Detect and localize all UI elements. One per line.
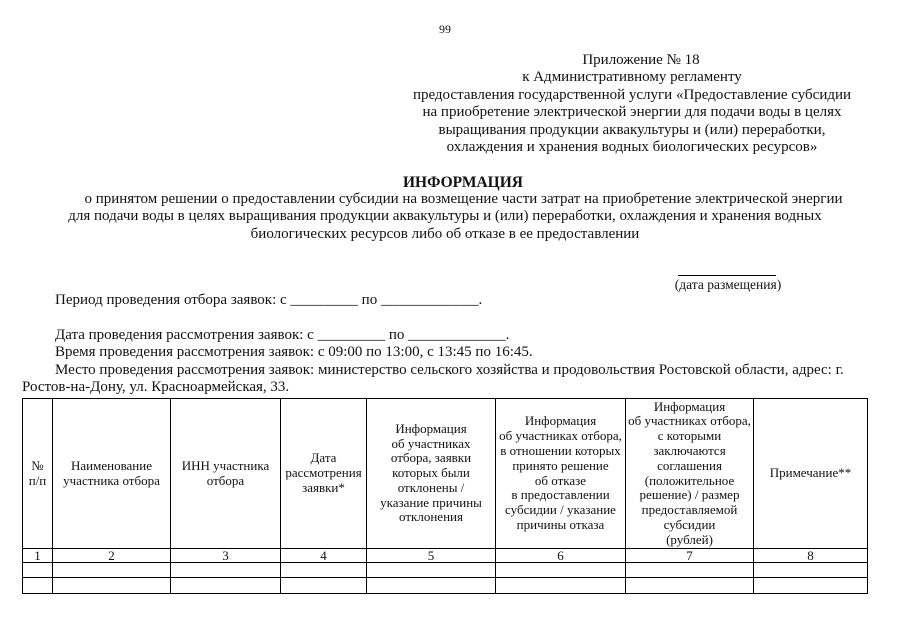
table-cell [626, 563, 754, 578]
table-cell [367, 578, 496, 594]
column-number-cell: 3 [171, 549, 281, 563]
header-line: в предоставлении [511, 487, 610, 503]
column-number-cell: 6 [496, 549, 626, 563]
appendix-header [400, 52, 864, 156]
header-line: субсидии [663, 516, 716, 532]
subtitle-line: для подачи воды в целях выращивания продукции аквакультуры и (или) переработки, охлаждения и хранения водных [68, 208, 822, 224]
header-line: субсидии / указание [505, 502, 616, 518]
header-line: (положительное [644, 472, 735, 488]
selection-period-field: Период проведения отбора заявок: с _________ по _____________. [55, 292, 483, 308]
table-row [23, 563, 868, 578]
date-placement-blank-line [678, 275, 776, 276]
table-cell [23, 563, 53, 578]
header-line: которых были [392, 465, 470, 481]
table-cell [281, 563, 367, 578]
header-line: Наименование [71, 457, 152, 473]
header-cell-review-date [281, 399, 367, 549]
header-line: отбора [206, 472, 245, 488]
review-time-field: Время проведения рассмотрения заявок: с 09:00 по 13:00, с 13:45 по 16:45. [55, 344, 533, 360]
selection-results-table [22, 398, 868, 594]
header-line: об участниках отбора, [628, 413, 751, 429]
table-cell [626, 578, 754, 594]
table-cell [496, 563, 626, 578]
table-cell [171, 563, 281, 578]
header-line: в отношении которых [500, 442, 621, 458]
table-cell [496, 578, 626, 594]
header-line: Примечание** [769, 465, 852, 481]
header-line: отбора, заявки [390, 450, 472, 466]
appendix-line: выращивания продукции аквакультуры и (или) переработки, [438, 121, 826, 138]
column-number-cell: 5 [367, 549, 496, 563]
header-cell-rejected-applications [367, 399, 496, 549]
header-line: (рублей) [666, 531, 713, 547]
table-cell [53, 578, 171, 594]
header-line: Информация [524, 413, 597, 429]
review-place-field-continuation: Ростов-на-Дону, ул. Красноармейская, 33. [22, 379, 290, 395]
header-line: ИНН участника [181, 457, 270, 473]
table-cell [23, 578, 53, 594]
page-number: 99 [439, 22, 451, 36]
header-line: об участниках отбора, [499, 428, 622, 444]
table-header-row [23, 399, 868, 549]
column-number-cell: 1 [23, 549, 53, 563]
appendix-line: охлаждения и хранения водных биологических ресурсов» [446, 139, 818, 156]
table-row [23, 578, 868, 594]
header-cell-number [23, 399, 53, 549]
column-number-cell: 7 [626, 549, 754, 563]
column-number-cell: 8 [754, 549, 868, 563]
appendix-line: предоставления государственной услуги «Предоставление субсидии [412, 86, 852, 103]
table-cell [367, 563, 496, 578]
column-number-cell: 2 [53, 549, 171, 563]
table-cell [754, 578, 868, 594]
header-line: об отказе [534, 472, 587, 488]
header-cell-participant-name [53, 399, 171, 549]
table-cell [53, 563, 171, 578]
header-line: об участниках [391, 435, 471, 451]
header-line: участника отбора [63, 472, 160, 488]
header-line: Информация [395, 420, 467, 436]
header-line: отклонения [399, 509, 463, 525]
header-line: принято решение [512, 457, 609, 473]
header-cell-agreements [626, 399, 754, 549]
header-line: Информация [653, 398, 726, 414]
document-title: ИНФОРМАЦИЯ [403, 174, 523, 191]
appendix-line: Приложение № 18 [582, 52, 700, 68]
header-line: рассмотрения [285, 465, 362, 481]
header-line: заявки* [302, 479, 345, 495]
header-cell-note [754, 399, 868, 549]
table-cell [171, 578, 281, 594]
header-line: указание причины [380, 494, 482, 510]
review-date-field: Дата проведения рассмотрения заявок: с _________ по _____________. [55, 327, 510, 343]
column-number-cell: 4 [281, 549, 367, 563]
header-line: причины отказа [516, 516, 605, 532]
header-cell-refused-subsidy [496, 399, 626, 549]
subtitle-line: биологических ресурсов либо об отказе в ее предоставлении [250, 226, 640, 242]
table-cell [281, 578, 367, 594]
header-line: отклонены / [397, 479, 465, 495]
appendix-line: к Административному регламенту [522, 69, 742, 86]
header-line: № [31, 457, 44, 473]
header-line: заключаются [653, 442, 726, 458]
header-line: решение) / размер [639, 487, 740, 503]
table-cell [754, 563, 868, 578]
subtitle-line: о принятом решении о предоставлении субсидии на возмещение части затрат на приобретение электрической энергии [84, 191, 843, 207]
header-line: п/п [28, 472, 47, 488]
column-number-row [23, 549, 868, 563]
header-line: Дата [310, 450, 337, 466]
header-line: соглашения [657, 457, 722, 473]
header-cell-inn [171, 399, 281, 549]
header-line: с которыми [657, 428, 722, 444]
date-placement-label: (дата размещения) [674, 277, 782, 292]
review-place-field: Место проведения рассмотрения заявок: министерство сельского хозяйства и продовольствия Ростовской области, адрес: г. [55, 362, 844, 378]
appendix-line: на приобретение электрической энергии для подачи воды в целях [422, 104, 842, 121]
header-line: предоставляемой [641, 502, 738, 518]
